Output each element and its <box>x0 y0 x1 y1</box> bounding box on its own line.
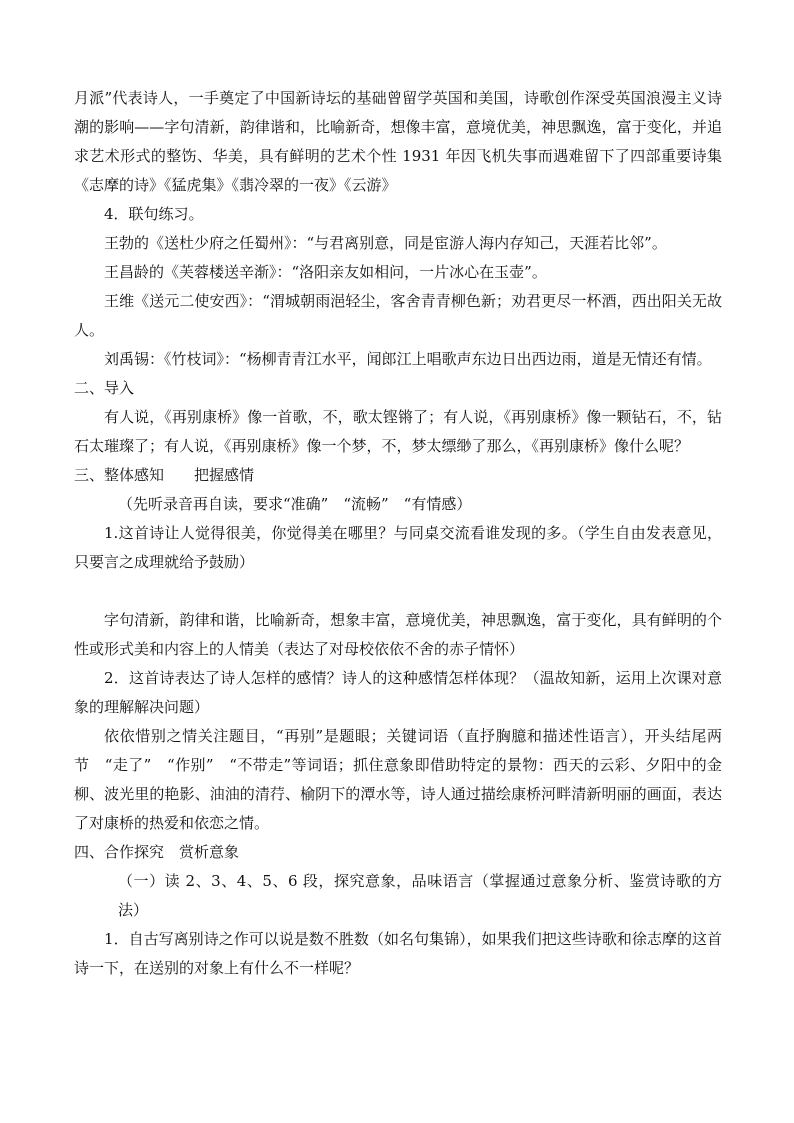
paragraph-couplet-practice-heading: 4．联句练习。 <box>104 205 204 223</box>
paragraph-question-farewell-poems: 1．自古写离别诗之作可以说是数不胜数（如名句集锦），如果我们把这些诗歌和徐志摩的这首诗一下，在送别的对象上有什么不一样呢？ <box>74 930 722 977</box>
paragraph-subsection-1: （一）读 2、3、4、5、6 段，探究意象，品味语言（掌握通过意象分析、鉴赏诗歌的方法） <box>118 872 722 919</box>
section-heading-overall-perception: 三、整体感知 把握感情 <box>74 466 255 484</box>
section-heading-cooperative-inquiry: 四、合作探究 赏析意象 <box>74 843 240 861</box>
blank-line <box>74 577 722 606</box>
section-heading-introduction: 二、导入 <box>74 379 135 397</box>
paragraph-reading-requirements: （先听录音再自读，要求“准确” “流畅” “有情感） <box>118 495 472 513</box>
paragraph-question-1: 1.这首诗让人觉得很美，你觉得美在哪里？与同桌交流看谁发现的多。（学生自由发表意见，只要言之成理就给予鼓励） <box>74 524 722 571</box>
paragraph-liu-yuxi-quote: 刘禹锡：《竹枝词》：“杨柳青青江水平，闻郎江上唱歌声东边日出西边雨，道是无情还有情。 <box>104 350 712 368</box>
paragraph-answer-1: 字句清新，韵律和谐，比喻新奇，想象丰富，意境优美，神思飘逸，富于变化，具有鲜明的个性或形式美和内容上的人情美（表达了对母校依依不舍的赤子情怀） <box>74 611 722 658</box>
paragraph-introduction-body: 有人说，《再别康桥》像一首歌，不，歌太铿锵了；有人说，《再别康桥》像一颗钻石，不，钻石太璀璨了；有人说，《再别康桥》像一个梦，不，梦太缥缈了那么，《再别康桥》像什么呢？ <box>74 408 722 455</box>
paragraph-question-2: 2．这首诗表达了诗人怎样的感情？诗人的这种感情怎样体现？（温故知新，运用上次课对意象的理解解决问题） <box>74 669 722 716</box>
paragraph-wang-bo-quote: 王勃的《送杜少府之任蜀州》：“与君离别意，同是宦游人海内存知己，天涯若比邻”。 <box>104 234 667 252</box>
paragraph-wang-wei-quote: 王维《送元二使安西》：“渭城朝雨浥轻尘，客舍青青柳色新；劝君更尽一杯酒，西出阳关无故人。 <box>74 292 722 339</box>
paragraph-poet-intro: 月派”代表诗人，一手奠定了中国新诗坛的基础曾留学英国和美国，诗歌创作深受英国浪漫主义诗潮的影响——字句清新，韵律谐和，比喻新奇，想像丰富，意境优美，神思飘逸，富于变化，并追求艺术形式的整饬、华美，具有鲜明的艺术个性 1931 年因飞机失事而遇难留下了四部重要诗集《志摩的诗》《猛虎集》《翡冷翠的一夜》《云游》 <box>74 89 722 194</box>
paragraph-answer-2: 依依惜别之情关注题目，“再别”是题眼；关键词语（直抒胸臆和描述性语言），开头结尾两节 “走了” “作别” “不带走”等词语；抓住意象即借助特定的景物：西天的云彩、夕阳中的金柳、波光里的艳影、油油的清荇、榆阴下的潭水等，诗人通过描绘康桥河畔清新明丽的画面，表达了对康桥的热爱和依恋之情。 <box>74 727 722 832</box>
document-page <box>74 84 722 983</box>
paragraph-wang-changling-quote: 王昌龄的《芙蓉楼送辛渐》：“洛阳亲友如相问，一片冰心在玉壶”。 <box>104 263 547 281</box>
